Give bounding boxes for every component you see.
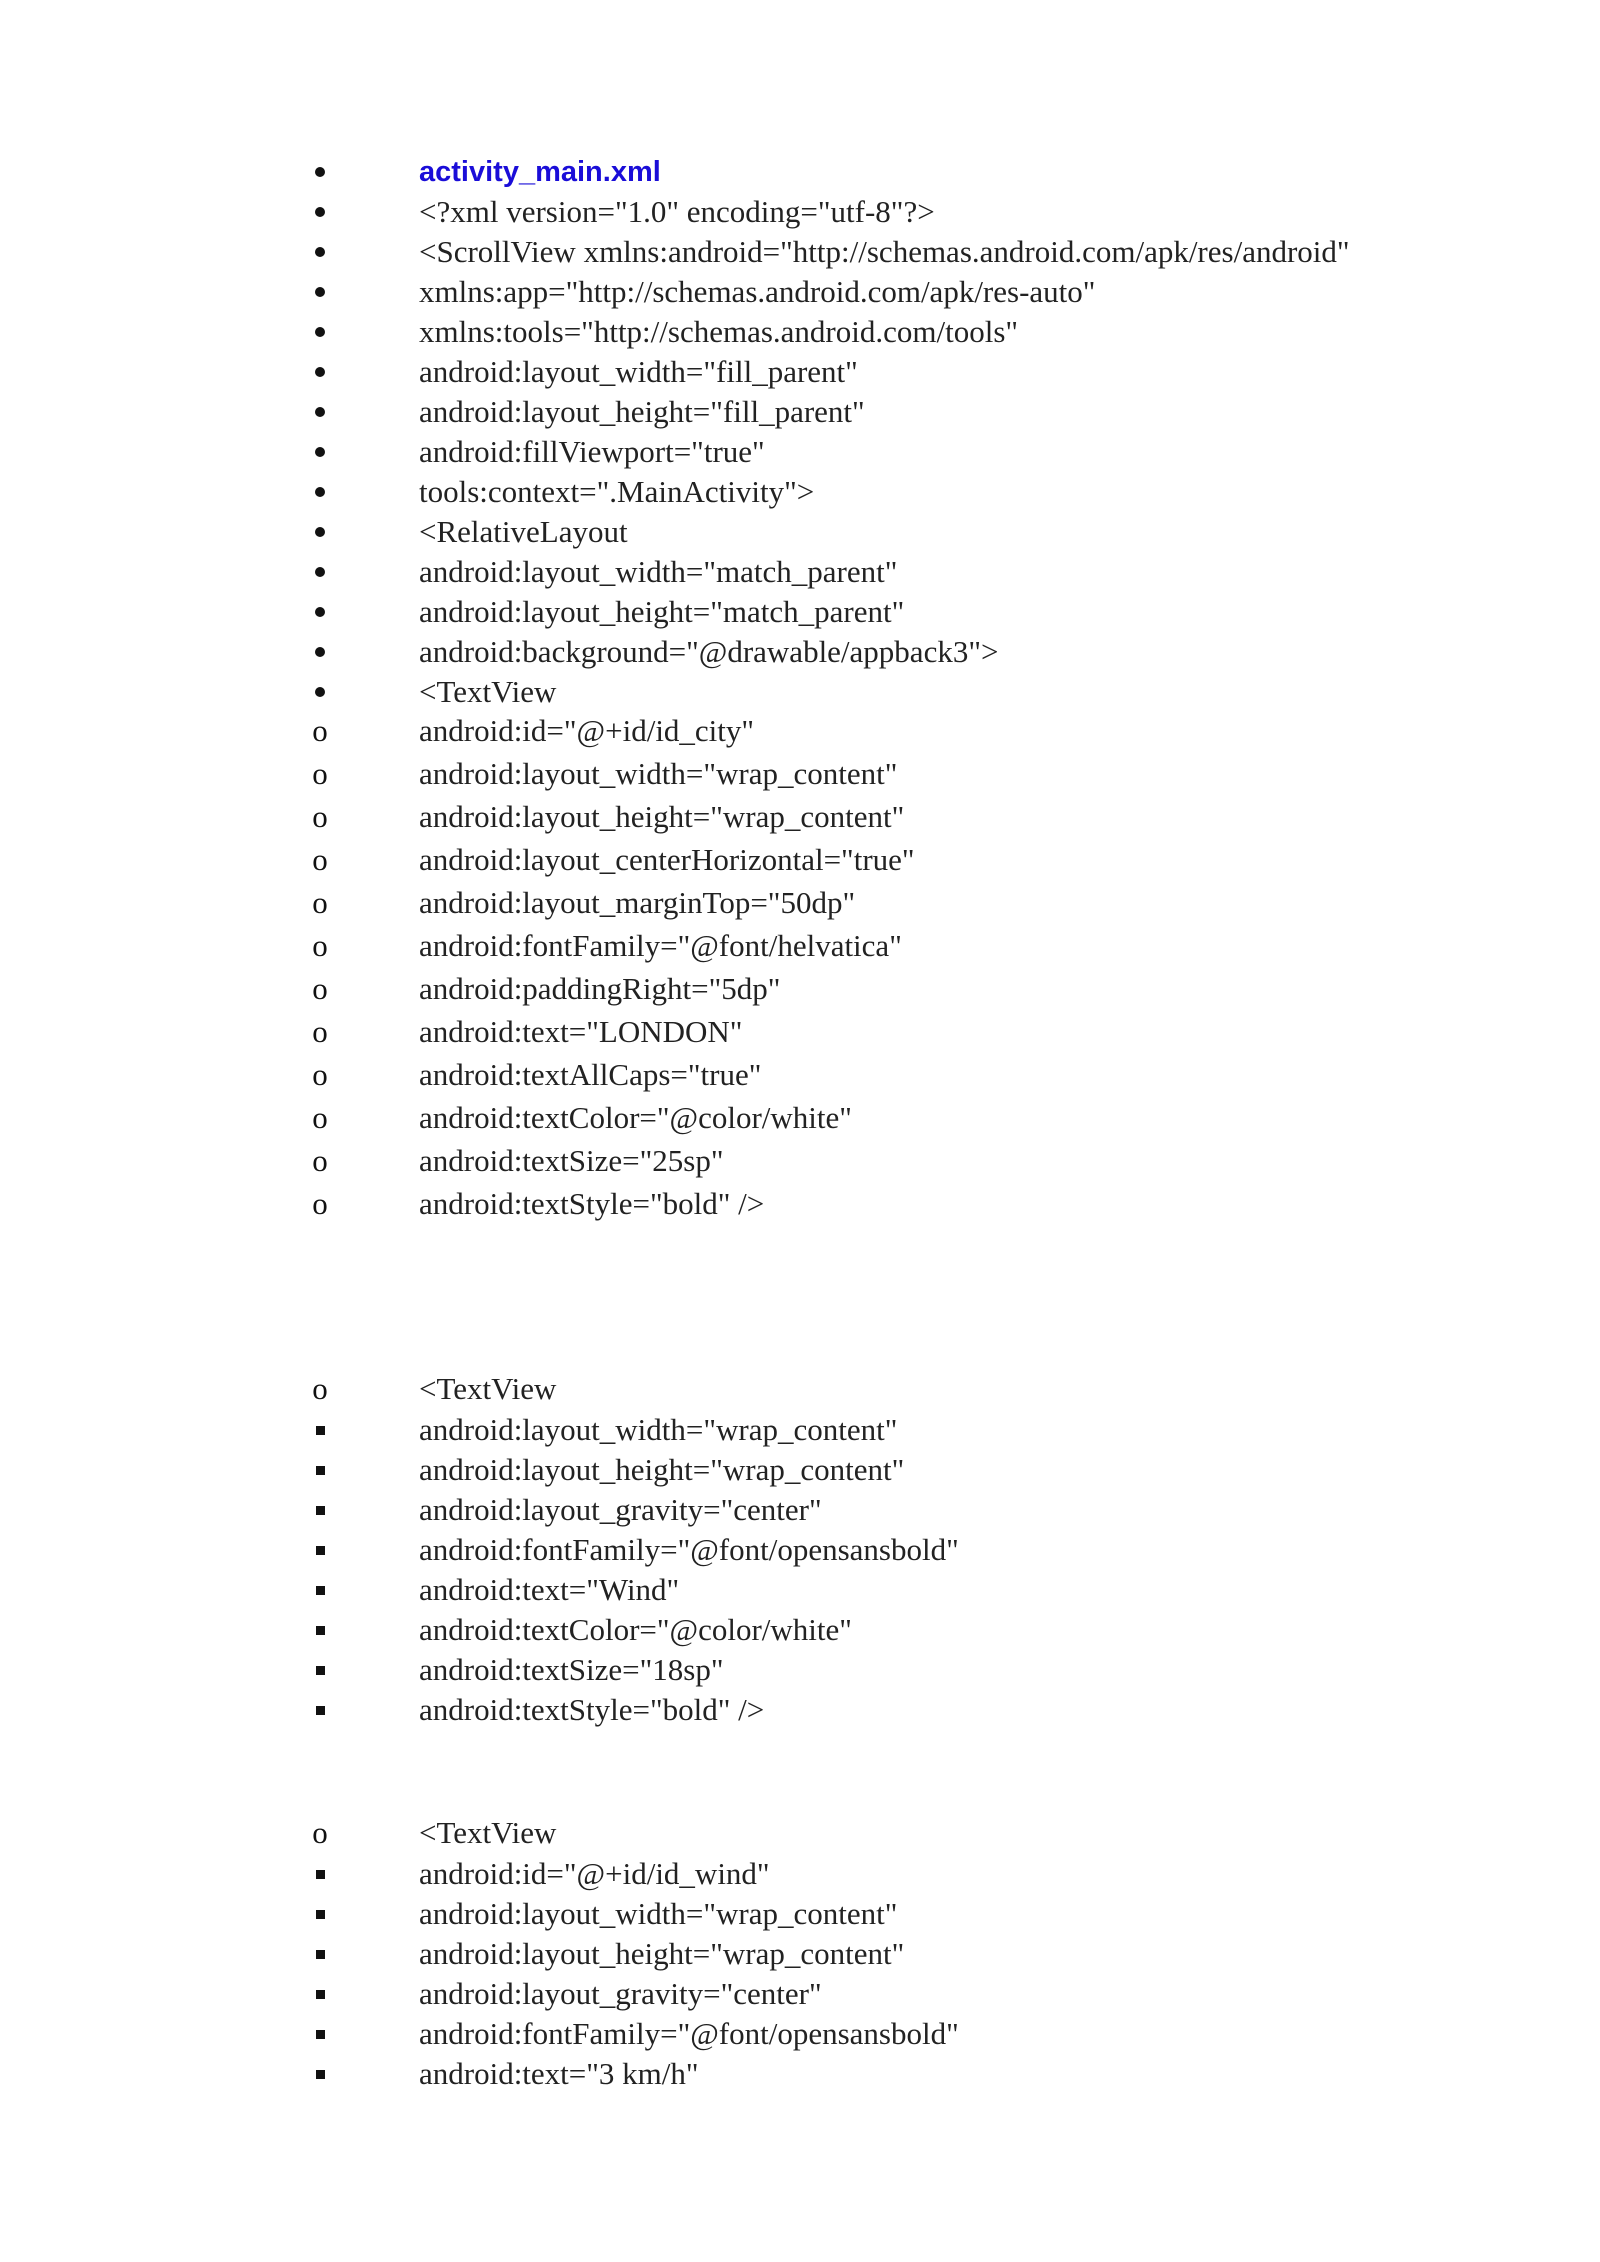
list-item <box>0 1530 1600 1570</box>
code-line: <TextView <box>419 1815 557 1850</box>
list-item <box>0 1934 1600 1974</box>
circle-bullet-icon: o <box>312 971 328 1006</box>
code-line: android:layout_width="match_parent" <box>419 554 898 589</box>
bullet-list-level1 <box>0 152 1600 712</box>
code-line: android:fillViewport="true" <box>419 434 765 469</box>
textview-block-wind-label <box>0 1367 1600 1730</box>
list-item <box>0 192 1600 232</box>
list-item <box>0 1096 1600 1139</box>
code-line: <?xml version="1.0" encoding="utf-8"?> <box>419 194 935 229</box>
list-item <box>0 1010 1600 1053</box>
code-line: android:layout_height="wrap_content" <box>419 1452 905 1487</box>
code-line: android:text="3 km/h" <box>419 2056 699 2091</box>
list-item <box>0 2014 1600 2054</box>
code-line: android:text="Wind" <box>419 1572 680 1607</box>
code-line: android:fontFamily="@font/opensansbold" <box>419 2016 959 2051</box>
list-item <box>0 1974 1600 2014</box>
code-line: android:layout_marginTop="50dp" <box>419 885 856 920</box>
list-item <box>0 472 1600 512</box>
list-item <box>0 2054 1600 2094</box>
list-item <box>0 392 1600 432</box>
code-line: android:layout_width="wrap_content" <box>419 1896 898 1931</box>
circle-bullet-icon: o <box>312 1186 328 1221</box>
list-item <box>0 512 1600 552</box>
code-line: android:layout_gravity="center" <box>419 1976 822 2011</box>
code-line: android:textColor="@color/white" <box>419 1100 852 1135</box>
code-line: android:background="@drawable/appback3"> <box>419 634 999 669</box>
list-item <box>0 1570 1600 1610</box>
code-line: android:id="@+id/id_city" <box>419 713 755 748</box>
circle-bullet-icon: o <box>312 1014 328 1049</box>
list-item <box>0 752 1600 795</box>
file-heading: activity_main.xml <box>419 156 661 188</box>
code-line: android:layout_centerHorizontal="true" <box>419 842 915 877</box>
list-item <box>0 312 1600 352</box>
code-line: <TextView <box>419 674 557 709</box>
code-line: android:textStyle="bold" /> <box>419 1186 765 1221</box>
list-item <box>0 1690 1600 1730</box>
code-line: android:id="@+id/id_wind" <box>419 1856 770 1891</box>
list-item <box>0 1450 1600 1490</box>
code-line: android:textAllCaps="true" <box>419 1057 762 1092</box>
circle-bullet-icon: o <box>312 1143 328 1178</box>
list-item <box>0 1854 1600 1894</box>
list-item <box>0 592 1600 632</box>
list-item <box>0 924 1600 967</box>
code-line: xmlns:tools="http://schemas.android.com/tools" <box>419 314 1019 349</box>
list-item <box>0 1139 1600 1182</box>
code-line: tools:context=".MainActivity"> <box>419 474 815 509</box>
list-item <box>0 352 1600 392</box>
circle-bullet-icon: o <box>312 885 328 920</box>
code-line: android:layout_width="wrap_content" <box>419 1412 898 1447</box>
list-item <box>0 967 1600 1010</box>
list-item <box>0 1490 1600 1530</box>
code-line: android:layout_height="wrap_content" <box>419 1936 905 1971</box>
code-line: android:paddingRight="5dp" <box>419 971 781 1006</box>
list-item <box>0 1053 1600 1096</box>
list-item <box>0 552 1600 592</box>
list-item <box>0 632 1600 672</box>
list-item <box>0 1367 1600 1410</box>
code-line: android:textColor="@color/white" <box>419 1612 852 1647</box>
list-item <box>0 672 1600 712</box>
list-item <box>0 795 1600 838</box>
code-line: xmlns:app="http://schemas.android.com/apk/res-auto" <box>419 274 1096 309</box>
circle-bullet-icon: o <box>312 842 328 877</box>
list-item <box>0 1811 1600 1854</box>
code-line: android:fontFamily="@font/helvatica" <box>419 928 902 963</box>
bullet-list-level2 <box>0 709 1600 1225</box>
circle-bullet-icon: o <box>312 1371 328 1406</box>
circle-bullet-icon: o <box>312 1057 328 1092</box>
circle-bullet-icon: o <box>312 928 328 963</box>
list-item <box>0 1610 1600 1650</box>
list-item <box>0 272 1600 312</box>
code-line: android:layout_height="match_parent" <box>419 594 905 629</box>
list-item <box>0 709 1600 752</box>
list-item <box>0 1410 1600 1450</box>
circle-bullet-icon: o <box>312 1100 328 1135</box>
code-line: android:textStyle="bold" /> <box>419 1692 765 1727</box>
code-line: android:textSize="18sp" <box>419 1652 724 1687</box>
list-item <box>0 1894 1600 1934</box>
code-line: android:fontFamily="@font/opensansbold" <box>419 1532 959 1567</box>
list-item <box>0 1650 1600 1690</box>
textview-block-wind-value <box>0 1811 1600 2094</box>
code-line: <RelativeLayout <box>419 514 628 549</box>
code-line: android:layout_height="wrap_content" <box>419 799 905 834</box>
list-item <box>0 232 1600 272</box>
list-item <box>0 152 1600 192</box>
code-line: android:text="LONDON" <box>419 1014 743 1049</box>
list-item <box>0 838 1600 881</box>
code-line: android:layout_width="wrap_content" <box>419 756 898 791</box>
code-line: android:layout_width="fill_parent" <box>419 354 858 389</box>
code-line: android:layout_gravity="center" <box>419 1492 822 1527</box>
code-line: <TextView <box>419 1371 557 1406</box>
code-line: android:layout_height="fill_parent" <box>419 394 865 429</box>
circle-bullet-icon: o <box>312 713 328 748</box>
circle-bullet-icon: o <box>312 799 328 834</box>
list-item <box>0 1182 1600 1225</box>
list-item <box>0 881 1600 924</box>
code-line: android:textSize="25sp" <box>419 1143 724 1178</box>
circle-bullet-icon: o <box>312 1815 328 1850</box>
circle-bullet-icon: o <box>312 756 328 791</box>
list-item <box>0 432 1600 472</box>
code-line: <ScrollView xmlns:android="http://schemas.android.com/apk/res/android" <box>419 234 1350 269</box>
